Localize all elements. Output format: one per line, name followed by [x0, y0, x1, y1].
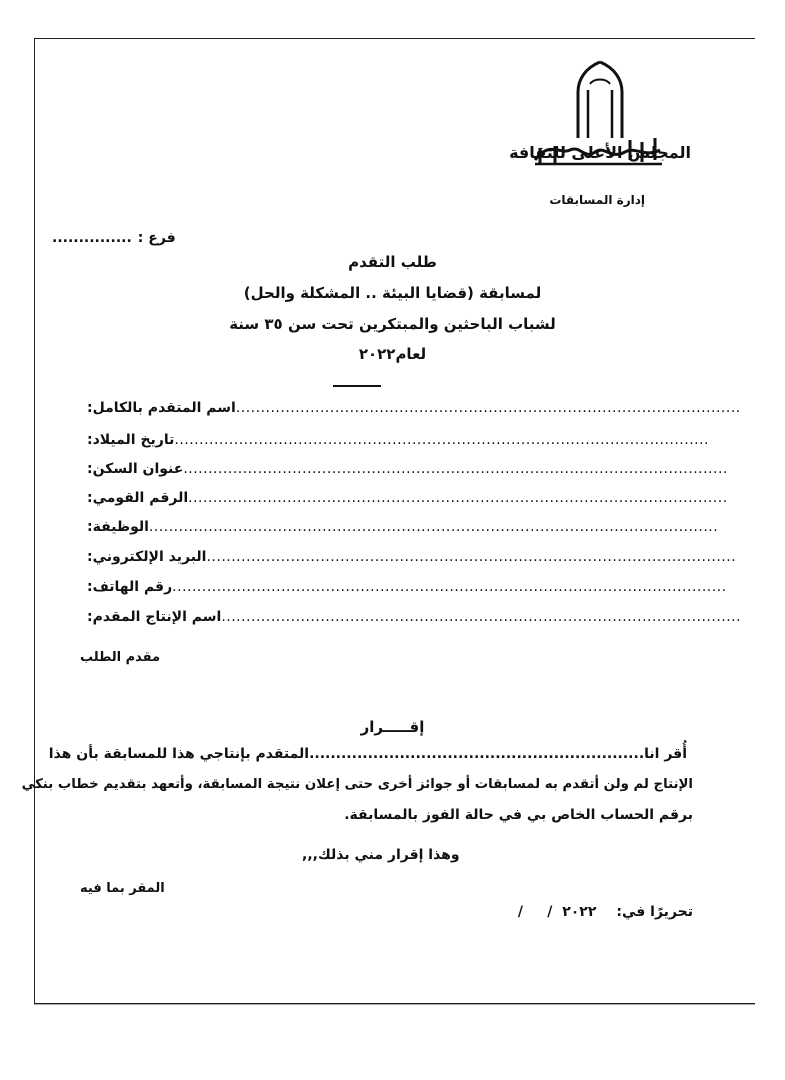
form-title: طلب التقدم — [348, 253, 437, 271]
applicant-label: مقدم الطلب — [80, 650, 161, 665]
council-logo — [509, 60, 691, 175]
field-label: البريد الإلكتروني: — [87, 549, 207, 565]
eligibility-line: لشباب الباحثين والمبتكرين تحت سن ٣٥ سنة — [229, 315, 556, 333]
declaration-heading: إقـــــرار — [360, 718, 425, 736]
field-address[interactable] — [87, 461, 728, 477]
date-label: تحريرًا في: — [616, 904, 693, 920]
bottom-border — [34, 1004, 755, 1005]
field-national-id[interactable] — [87, 490, 728, 506]
field-dots: ............................................................................................................. — [188, 490, 728, 506]
field-dots: ........................................................................................................... — [206, 549, 737, 565]
title-separator — [333, 385, 381, 387]
field-job[interactable] — [87, 519, 719, 535]
signatory-label: المقر بما فيه — [80, 881, 165, 896]
field-email[interactable] — [87, 549, 737, 565]
field-label: اسم المتقدم بالكامل: — [87, 400, 236, 416]
department-label: إدارة المسابقات — [549, 193, 645, 207]
branch-label: فرع : — [137, 230, 176, 246]
field-label: رقم الهاتف: — [87, 579, 173, 595]
field-phone[interactable] — [87, 579, 727, 595]
field-label: الوظيفة: — [87, 519, 149, 535]
date-row — [518, 904, 693, 920]
field-label: اسم الإنتاج المقدم: — [87, 609, 222, 625]
field-dots: ................................................................................................................ — [172, 579, 727, 595]
field-dots: ...................................................................................................... — [235, 400, 741, 416]
declaration-line-1: أُقر انا...............................................................المتقدم بإنتاجي هذا للمسابقة بأن هذا — [48, 746, 687, 762]
field-label: تاريخ الميلاد: — [87, 432, 175, 448]
svg-text:المجلس الأعلى للثقافة: المجلس الأعلى للثقافة — [509, 143, 691, 162]
declaration-line-2: الإنتاج لم ولن أتقدم به لمسابقات أو جوائز أخرى حتى إعلان نتيجة المسابقة، وأتعهد بتقديم خطاب بنكي — [21, 777, 693, 792]
field-label: الرقم القومي: — [87, 490, 189, 506]
date-value[interactable]: / / ٢٠٢٢ — [517, 904, 597, 920]
field-dots: ................................................................................................................... — [148, 519, 719, 535]
field-label: عنوان السكن: — [87, 461, 184, 477]
competition-name: لمسابقة (قضايا البيئة .. المشكلة والحل) — [243, 284, 542, 302]
field-production-name[interactable] — [87, 609, 742, 625]
declaration-closing: وهذا إقرار مني بذلك,,, — [302, 847, 460, 863]
field-dots: ............................................................................................................ — [174, 432, 709, 448]
declaration-line-3: برقم الحساب الخاص بي في حالة الفوز بالمسابقة. — [344, 807, 693, 823]
field-dots: .............................................................................................................. — [183, 461, 728, 477]
branch-row — [52, 230, 176, 246]
field-full-name[interactable] — [87, 400, 741, 416]
year-line: لعام٢٠٢٢ — [358, 345, 427, 363]
branch-dots: ............... — [52, 230, 132, 246]
field-dots: ......................................................................................................... — [221, 609, 742, 625]
field-birth-date[interactable] — [87, 432, 709, 448]
